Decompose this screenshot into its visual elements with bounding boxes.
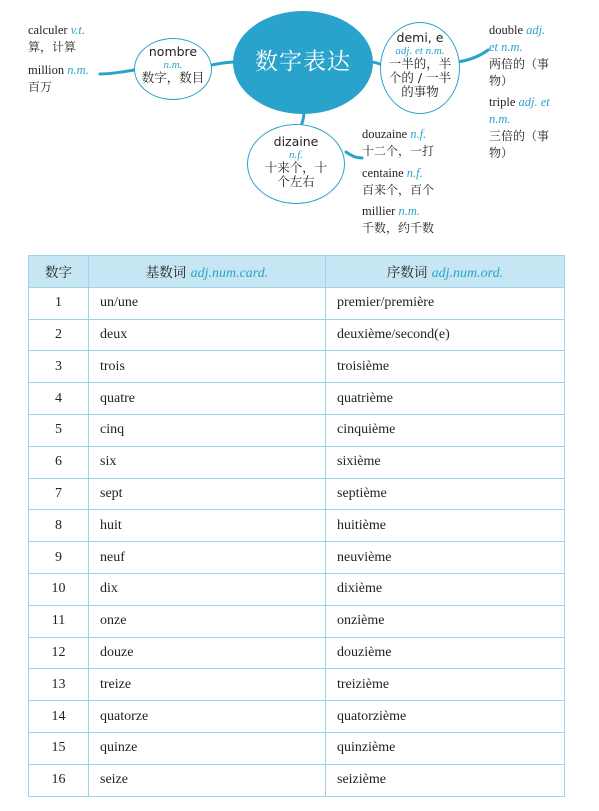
gloss-word: centaine xyxy=(362,166,404,180)
node-word: dizaine xyxy=(273,134,319,149)
node-meaning-line2: 个的 / 一半 xyxy=(388,70,452,85)
gloss-word: millier xyxy=(362,204,396,218)
cell-number: 4 xyxy=(29,383,89,415)
gloss-pos-line2: n.m. xyxy=(489,112,511,126)
table-row xyxy=(29,637,565,669)
cell-ordinal: douzième xyxy=(326,637,565,669)
gloss-million xyxy=(28,62,89,96)
gloss-meaning-line2: 物） xyxy=(489,146,514,160)
gloss-calculer xyxy=(28,22,85,56)
gloss-word: douzaine xyxy=(362,127,408,141)
gloss-word: million xyxy=(28,63,65,77)
gloss-meaning: 千数，约千数 xyxy=(362,221,435,235)
mind-map xyxy=(0,0,599,245)
cell-number: 15 xyxy=(29,732,89,764)
cell-ordinal: quatorzième xyxy=(326,701,565,733)
node-meaning-line1: 一半的，半 xyxy=(388,56,452,71)
node-word: nombre xyxy=(148,44,198,59)
gloss-meaning: 百来个，百个 xyxy=(362,183,435,197)
gloss-meaning-line1: 两倍的（事 xyxy=(489,57,550,71)
gloss-millier xyxy=(362,203,434,237)
node-nombre xyxy=(134,38,212,100)
cell-ordinal: sixième xyxy=(326,446,565,478)
gloss-meaning: 算，计算 xyxy=(28,40,77,54)
cell-ordinal: huitième xyxy=(326,510,565,542)
node-meaning-line2: 个左右 xyxy=(277,174,315,189)
central-topic: 数字表达 xyxy=(233,11,373,114)
gloss-word: double xyxy=(489,23,524,37)
header-ordinal-pos: adj.num.ord. xyxy=(431,265,504,281)
table-row xyxy=(29,319,565,351)
node-word: demi, e xyxy=(396,30,444,45)
cell-ordinal: seizième xyxy=(326,764,565,796)
cell-cardinal: treize xyxy=(89,669,326,701)
gloss-pos: adj. et xyxy=(518,95,550,109)
table-row xyxy=(29,542,565,574)
table-row xyxy=(29,446,565,478)
gloss-meaning-line2: 物） xyxy=(489,74,514,88)
cell-number: 9 xyxy=(29,542,89,574)
gloss-pos: v.t. xyxy=(70,23,86,37)
cell-cardinal: onze xyxy=(89,605,326,637)
table-header-row xyxy=(29,256,565,288)
node-dizaine xyxy=(247,124,345,204)
gloss-triple xyxy=(489,94,589,162)
cell-number: 16 xyxy=(29,764,89,796)
cell-number: 6 xyxy=(29,446,89,478)
gloss-double xyxy=(489,22,589,90)
cell-cardinal: un/une xyxy=(89,287,326,319)
gloss-word: triple xyxy=(489,95,516,109)
gloss-pos: n.m. xyxy=(67,63,89,77)
gloss-meaning: 十二个，一打 xyxy=(362,144,435,158)
header-number: 数字 xyxy=(29,256,89,288)
gloss-centaine xyxy=(362,165,434,199)
table-row xyxy=(29,732,565,764)
cell-number: 13 xyxy=(29,669,89,701)
gloss-pos: n.f. xyxy=(410,127,427,141)
cell-number: 12 xyxy=(29,637,89,669)
cell-number: 1 xyxy=(29,287,89,319)
cell-number: 3 xyxy=(29,351,89,383)
cell-cardinal: trois xyxy=(89,351,326,383)
cell-number: 14 xyxy=(29,701,89,733)
cell-ordinal: deuxième/second(e) xyxy=(326,319,565,351)
gloss-pos-line2: et n.m. xyxy=(489,40,523,54)
cell-ordinal: neuvième xyxy=(326,542,565,574)
gloss-meaning: 百万 xyxy=(28,80,53,94)
cell-ordinal: quatrième xyxy=(326,383,565,415)
gloss-meaning-line1: 三倍的（事 xyxy=(489,129,550,143)
node-pos: n.m. xyxy=(163,59,183,71)
node-meaning: 数字，数目 xyxy=(141,70,205,85)
cell-number: 2 xyxy=(29,319,89,351)
cell-cardinal: neuf xyxy=(89,542,326,574)
cell-ordinal: treizième xyxy=(326,669,565,701)
cell-cardinal: sept xyxy=(89,478,326,510)
cell-number: 10 xyxy=(29,573,89,605)
table-row xyxy=(29,478,565,510)
cell-cardinal: quinze xyxy=(89,732,326,764)
cell-cardinal: douze xyxy=(89,637,326,669)
cell-cardinal: quatre xyxy=(89,383,326,415)
table-row xyxy=(29,383,565,415)
header-ordinal-label: 序数词 xyxy=(386,264,428,281)
cell-ordinal: onzième xyxy=(326,605,565,637)
cell-ordinal: troisième xyxy=(326,351,565,383)
node-pos: n.f. xyxy=(288,149,304,161)
header-cardinal xyxy=(89,256,326,288)
cell-cardinal: dix xyxy=(89,573,326,605)
cell-cardinal: cinq xyxy=(89,414,326,446)
cell-cardinal: six xyxy=(89,446,326,478)
cell-number: 8 xyxy=(29,510,89,542)
table-row xyxy=(29,669,565,701)
header-cardinal-pos: adj.num.card. xyxy=(190,265,269,281)
table-row xyxy=(29,287,565,319)
node-meaning-line3: 的事物 xyxy=(401,84,439,99)
cell-cardinal: seize xyxy=(89,764,326,796)
table-row xyxy=(29,351,565,383)
header-ordinal xyxy=(326,256,565,288)
gloss-pos: adj. xyxy=(526,23,546,37)
cell-number: 5 xyxy=(29,414,89,446)
cell-ordinal: dixième xyxy=(326,573,565,605)
cell-ordinal: cinquième xyxy=(326,414,565,446)
cell-cardinal: deux xyxy=(89,319,326,351)
table-row xyxy=(29,414,565,446)
table-row xyxy=(29,573,565,605)
cell-cardinal: quatorze xyxy=(89,701,326,733)
table-row xyxy=(29,764,565,796)
gloss-pos: n.f. xyxy=(406,166,423,180)
header-cardinal-label: 基数词 xyxy=(145,264,187,281)
node-demi xyxy=(380,22,460,114)
gloss-word: calculer xyxy=(28,23,68,37)
cell-ordinal: septième xyxy=(326,478,565,510)
node-pos: adj. et n.m. xyxy=(395,45,445,57)
table-row xyxy=(29,605,565,637)
table-body xyxy=(29,287,565,796)
cell-ordinal: quinzième xyxy=(326,732,565,764)
gloss-douzaine xyxy=(362,126,434,160)
cell-number: 7 xyxy=(29,478,89,510)
node-meaning-line1: 十来个，十 xyxy=(264,160,328,175)
table-row xyxy=(29,510,565,542)
cell-number: 11 xyxy=(29,605,89,637)
cell-ordinal: premier/première xyxy=(326,287,565,319)
numbers-table xyxy=(28,255,565,797)
cell-cardinal: huit xyxy=(89,510,326,542)
gloss-pos: n.m. xyxy=(398,204,420,218)
table-row xyxy=(29,701,565,733)
